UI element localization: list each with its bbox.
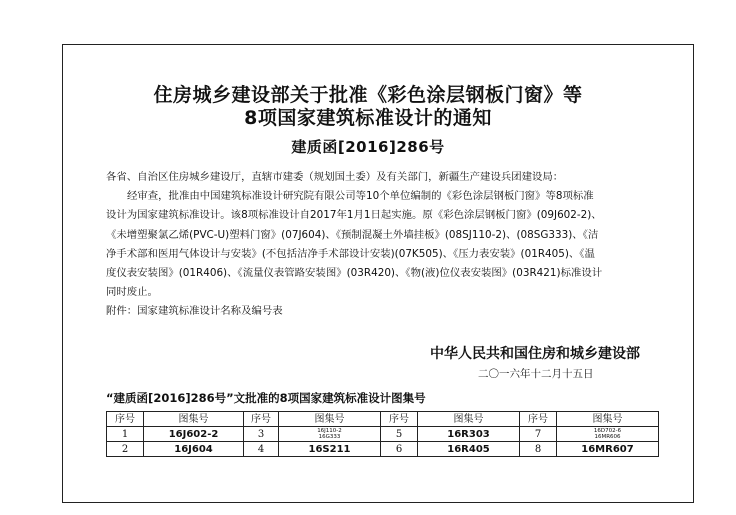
table-row [107, 427, 659, 442]
atlas-number: 16MR606 [594, 434, 621, 440]
header-seq: 序号 [244, 412, 279, 427]
issuing-authority: 中华人民共和国住房和城乡建设部 [430, 346, 640, 362]
attachment-note: 附件：国家建筑标准设计名称及编号表 [106, 305, 283, 318]
seq-cell: 6 [381, 442, 418, 457]
body-line: 同时废止。 [106, 286, 158, 299]
atlas-number: 16D702-6 [593, 427, 622, 434]
header-seq: 序号 [107, 412, 144, 427]
table-header-row [107, 412, 659, 427]
document-number: 建质函[2016]286号 [291, 138, 445, 156]
atlas-cell: 16R303 [418, 427, 520, 442]
header-seq: 序号 [520, 412, 557, 427]
atlas-number: 16G333 [318, 434, 341, 440]
seq-cell: 7 [520, 427, 557, 442]
seq-cell: 3 [244, 427, 279, 442]
table-caption: “建质函[2016]286号”文批准的8项国家建筑标准设计图集号 [106, 391, 426, 405]
seq-cell: 2 [107, 442, 144, 457]
seq-cell: 1 [107, 427, 144, 442]
body-line: 度仪表安装图》(01R406)、《流量仪表管路安装图》(03R420)、《物(液)位仪表安装图》(03R421)标准设计 [106, 267, 603, 280]
body-line: 《未增塑聚氯乙烯(PVC-U)塑料门窗》(07J604)、《预制混凝土外墙挂板》(08SJ110-2)、(08SG333)、《洁 [106, 228, 599, 241]
atlas-cell: 16R405 [418, 442, 520, 457]
greeting-text: 各省、自治区住房城乡建设厅，直辖市建委（规划国土委）及有关部门，新疆生产建设兵团建设局： [106, 171, 564, 183]
header-atlas-no: 图集号 [557, 412, 659, 427]
header-atlas-no: 图集号 [144, 412, 244, 427]
atlas-cell: 16MR607 [557, 442, 659, 457]
seq-cell: 5 [381, 427, 418, 442]
body-line: 经审查，批准由中国建筑标准设计研究院有限公司等10个单位编制的《彩色涂层钢板门窗》等8项标准 [127, 190, 594, 203]
body-line: 净手术部和医用气体设计与安装》(不包括洁净手术部设计安装)(07K505)、《压力表安装》(01R405)、《温 [106, 247, 595, 260]
table-row [107, 442, 659, 457]
atlas-cell: 16J604 [144, 442, 244, 457]
notice-body [106, 168, 660, 322]
header-seq: 序号 [381, 412, 418, 427]
notice-title-line2: 8项国家建筑标准设计的通知 [244, 107, 492, 129]
atlas-cell [279, 427, 381, 442]
atlas-number-table [106, 411, 659, 457]
header-atlas-no: 图集号 [418, 412, 520, 427]
atlas-cell [557, 427, 659, 442]
body-line: 设计为国家建筑标准设计。该8项标准设计自2017年1月1日起实施。原《彩色涂层钢板门窗》(09J602-2)、 [106, 209, 602, 222]
header-atlas-no: 图集号 [279, 412, 381, 427]
atlas-cell: 16J602-2 [144, 427, 244, 442]
notice-title-line1: 住房城乡建设部关于批准《彩色涂层钢板门窗》等 [153, 84, 583, 106]
issue-date: 二〇一六年十二月十五日 [478, 368, 594, 380]
seq-cell: 8 [520, 442, 557, 457]
atlas-number: 16J110-2 [317, 427, 342, 434]
atlas-cell: 16S211 [279, 442, 381, 457]
seq-cell: 4 [244, 442, 279, 457]
